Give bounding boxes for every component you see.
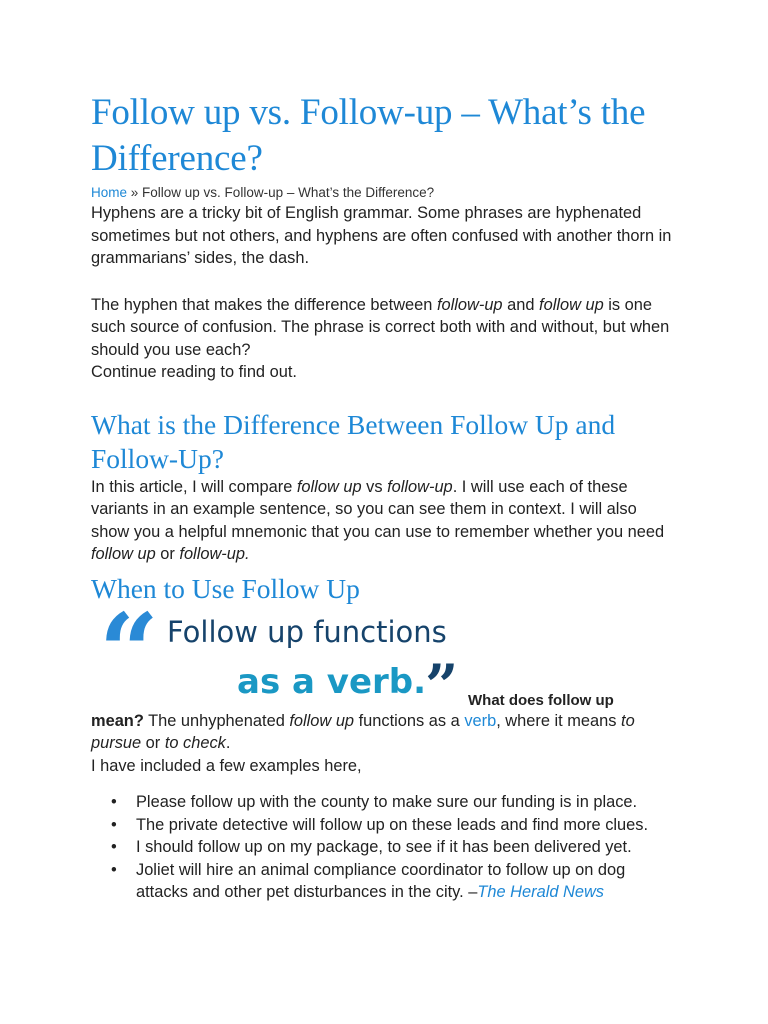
paragraph-gap [91,270,678,294]
list-item: • Please follow up with the county to make sure our funding is in place. [136,791,678,814]
examples-list [91,791,678,904]
intro-paragraph-2: The hyphen that makes the difference between follow-up and follow up is one such source of confusion. The phrase is correct both with and without, but when should you use each? [91,295,670,359]
section-difference-paragraph: In this article, I will compare follow up vs follow-up. I will use each of these variants in an example sentence, so you can see them in context. I will also show you a helpful mnemonic that you can use to remember whether you need follow up or follow-up. [91,477,665,563]
intro-paragraph-1: Hyphens are a tricky bit of English grammar. Some phrases are hyphenated sometimes but not others, and hyphens are often confused with another thorn in grammarians’ sides, the dash. [91,204,672,267]
question-heading-part-2: mean? [91,711,144,730]
breadcrumb-current: Follow up vs. Follow-up – What’s the Difference? [142,185,435,200]
examples-intro: I have included a few examples here, [91,756,362,775]
open-quote-mark: “ [99,589,159,713]
pull-quote-image [91,589,678,720]
pull-quote-line-1: Follow up functions [167,614,447,649]
section-heading-follow-up: When to Use Follow Up [91,572,360,604]
list-item: • I should follow up on my package, to see if it has been delivered yet. [136,836,678,859]
verb-link[interactable]: verb [464,711,497,730]
pull-quote-line-2: as a verb. [237,661,427,702]
breadcrumb [91,184,678,202]
section-heading-difference: What is the Difference Between Follow Up and Follow-Up? [91,408,616,474]
list-item: • Joliet will hire an animal compliance coordinator to follow up on dog attacks and other pet disturbances in the city. –The Herald News [136,859,678,904]
question-heading-part-1: What does follow up [468,691,614,709]
list-item: • The private detective will follow up on these leads and find more clues. [136,814,678,837]
meaning-paragraph: mean? The unhyphenated follow up functions as a verb, where it means to pursue or to check. [91,711,635,752]
intro-paragraph-3: Continue reading to find out. [91,363,297,381]
breadcrumb-separator: » [127,185,143,200]
close-quote-mark: ” [425,651,459,720]
page-title: Follow up vs. Follow-up – What’s the Difference? [91,92,646,179]
breadcrumb-home-link[interactable]: Home [91,185,128,200]
herald-news-link[interactable]: The Herald News [477,883,604,901]
